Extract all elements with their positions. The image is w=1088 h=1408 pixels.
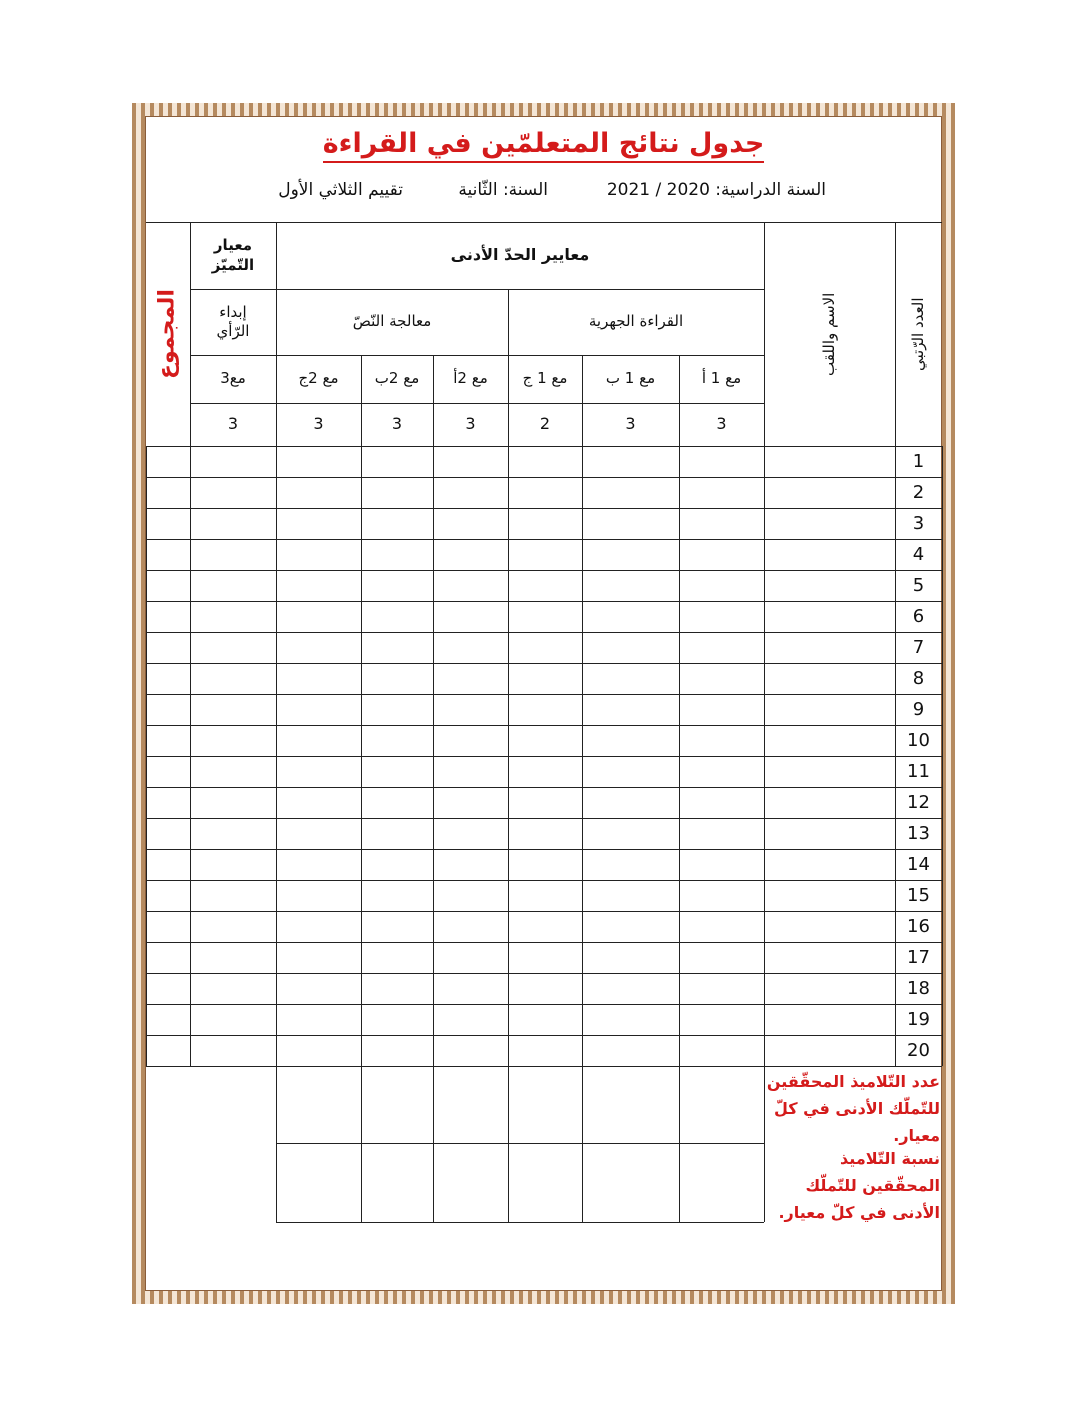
criterion-label-1: مع 1 أ — [701, 369, 742, 388]
footer-vline — [508, 1066, 509, 1222]
body-vline — [190, 446, 191, 1066]
row-number: 16 — [907, 915, 930, 937]
row-number: 2 — [912, 481, 925, 503]
total-header: المجموع — [154, 289, 180, 379]
body-vline — [276, 446, 277, 1066]
footer-vline — [276, 1066, 277, 1222]
criterion-max-score-7: 3 — [227, 414, 239, 434]
row-line — [146, 446, 942, 447]
row-number: 15 — [907, 884, 930, 906]
body-vline — [582, 446, 583, 1066]
row-line — [146, 973, 942, 974]
row-number: 17 — [907, 946, 930, 968]
row-line — [146, 663, 942, 664]
row-line — [146, 1035, 942, 1036]
row-number: 3 — [912, 512, 925, 534]
criterion-max-score-2: 3 — [625, 414, 636, 434]
row-number: 14 — [907, 853, 930, 875]
criterion-label-5: مع 2ب — [374, 369, 420, 388]
row-number: 7 — [912, 636, 925, 658]
body-vline — [361, 446, 362, 1066]
body-vline — [942, 446, 943, 1066]
criterion-label-2: مع 1 ب — [605, 369, 656, 388]
row-number: 9 — [912, 698, 925, 720]
criterion-max-score-4: 3 — [465, 414, 476, 434]
criterion-max-score-1: 3 — [716, 414, 727, 434]
body-vline — [508, 446, 509, 1066]
count-note: عدد التّلاميذ المحقّقين للتّملّك الأدنى في كلّ معيار. — [766, 1072, 940, 1145]
row-number: 10 — [907, 729, 930, 751]
page-title: جدول نتائج المتعلمّين في القراءة — [145, 128, 942, 159]
row-number: 20 — [907, 1039, 930, 1061]
row-line — [146, 725, 942, 726]
criterion-label-6: مع 2ج — [298, 369, 339, 388]
row-line — [146, 849, 942, 850]
row-number: 13 — [907, 822, 930, 844]
row-line — [146, 911, 942, 912]
evaluation: تقييم الثلاثي الأول — [278, 180, 403, 200]
row-number: 4 — [912, 543, 925, 565]
row-line — [146, 632, 942, 633]
row-line — [146, 1004, 942, 1005]
body-vline — [679, 446, 680, 1066]
row-number: 6 — [912, 605, 925, 627]
criterion-max-score-5: 3 — [391, 414, 403, 434]
criterion-label-4: مع 2أ — [453, 369, 488, 388]
school-year: السنة الدراسية: 2020 / 2021 — [606, 180, 826, 200]
footer-vline — [361, 1066, 362, 1222]
name-header: الاسم واللقب — [819, 292, 838, 376]
row-line — [146, 508, 942, 509]
opinion-header: إبداء الرّأي — [216, 302, 250, 340]
row-line — [146, 477, 942, 478]
row-number: 1 — [912, 450, 925, 472]
row-number: 19 — [907, 1008, 930, 1030]
body-vline — [433, 446, 434, 1066]
criterion-label-7: مع3 — [220, 369, 246, 388]
footer-line-1 — [276, 1143, 764, 1144]
row-number: 18 — [907, 977, 930, 999]
footer-vline — [433, 1066, 434, 1222]
grade: السنة: الثّانية — [458, 180, 548, 200]
min-criteria-header: معايير الحدّ الأدنى — [450, 245, 590, 265]
row-number: 8 — [912, 667, 925, 689]
row-line — [146, 756, 942, 757]
row-line — [146, 539, 942, 540]
excellence-header: معيار التّميّز — [211, 236, 255, 274]
serial-header: العدد الرّتبي — [908, 297, 927, 371]
row-line — [146, 1066, 942, 1067]
footer-vline — [679, 1066, 680, 1222]
criterion-label-3: مع 1 ج — [522, 369, 568, 388]
percent-note: نسبة التّلاميذ المحقّقين للتّملّك الأدنى في كلّ معيار. — [778, 1149, 940, 1222]
row-line — [146, 942, 942, 943]
criterion-max-score-6: 3 — [313, 414, 324, 434]
row-number: 12 — [907, 791, 930, 813]
row-number: 11 — [907, 760, 930, 782]
footer-vline — [582, 1066, 583, 1222]
loud-reading-header: القراءة الجهرية — [588, 312, 684, 331]
body-vline — [764, 446, 765, 1066]
row-line — [146, 818, 942, 819]
footer-line-2 — [276, 1222, 764, 1223]
criterion-max-score-3: 2 — [539, 414, 551, 434]
row-line — [146, 601, 942, 602]
row-line — [146, 570, 942, 571]
row-number: 5 — [912, 574, 925, 596]
row-line — [146, 880, 942, 881]
text-processing-header: معالجة النّصّ — [352, 312, 432, 331]
row-line — [146, 694, 942, 695]
row-line — [146, 787, 942, 788]
body-vline — [146, 446, 147, 1066]
